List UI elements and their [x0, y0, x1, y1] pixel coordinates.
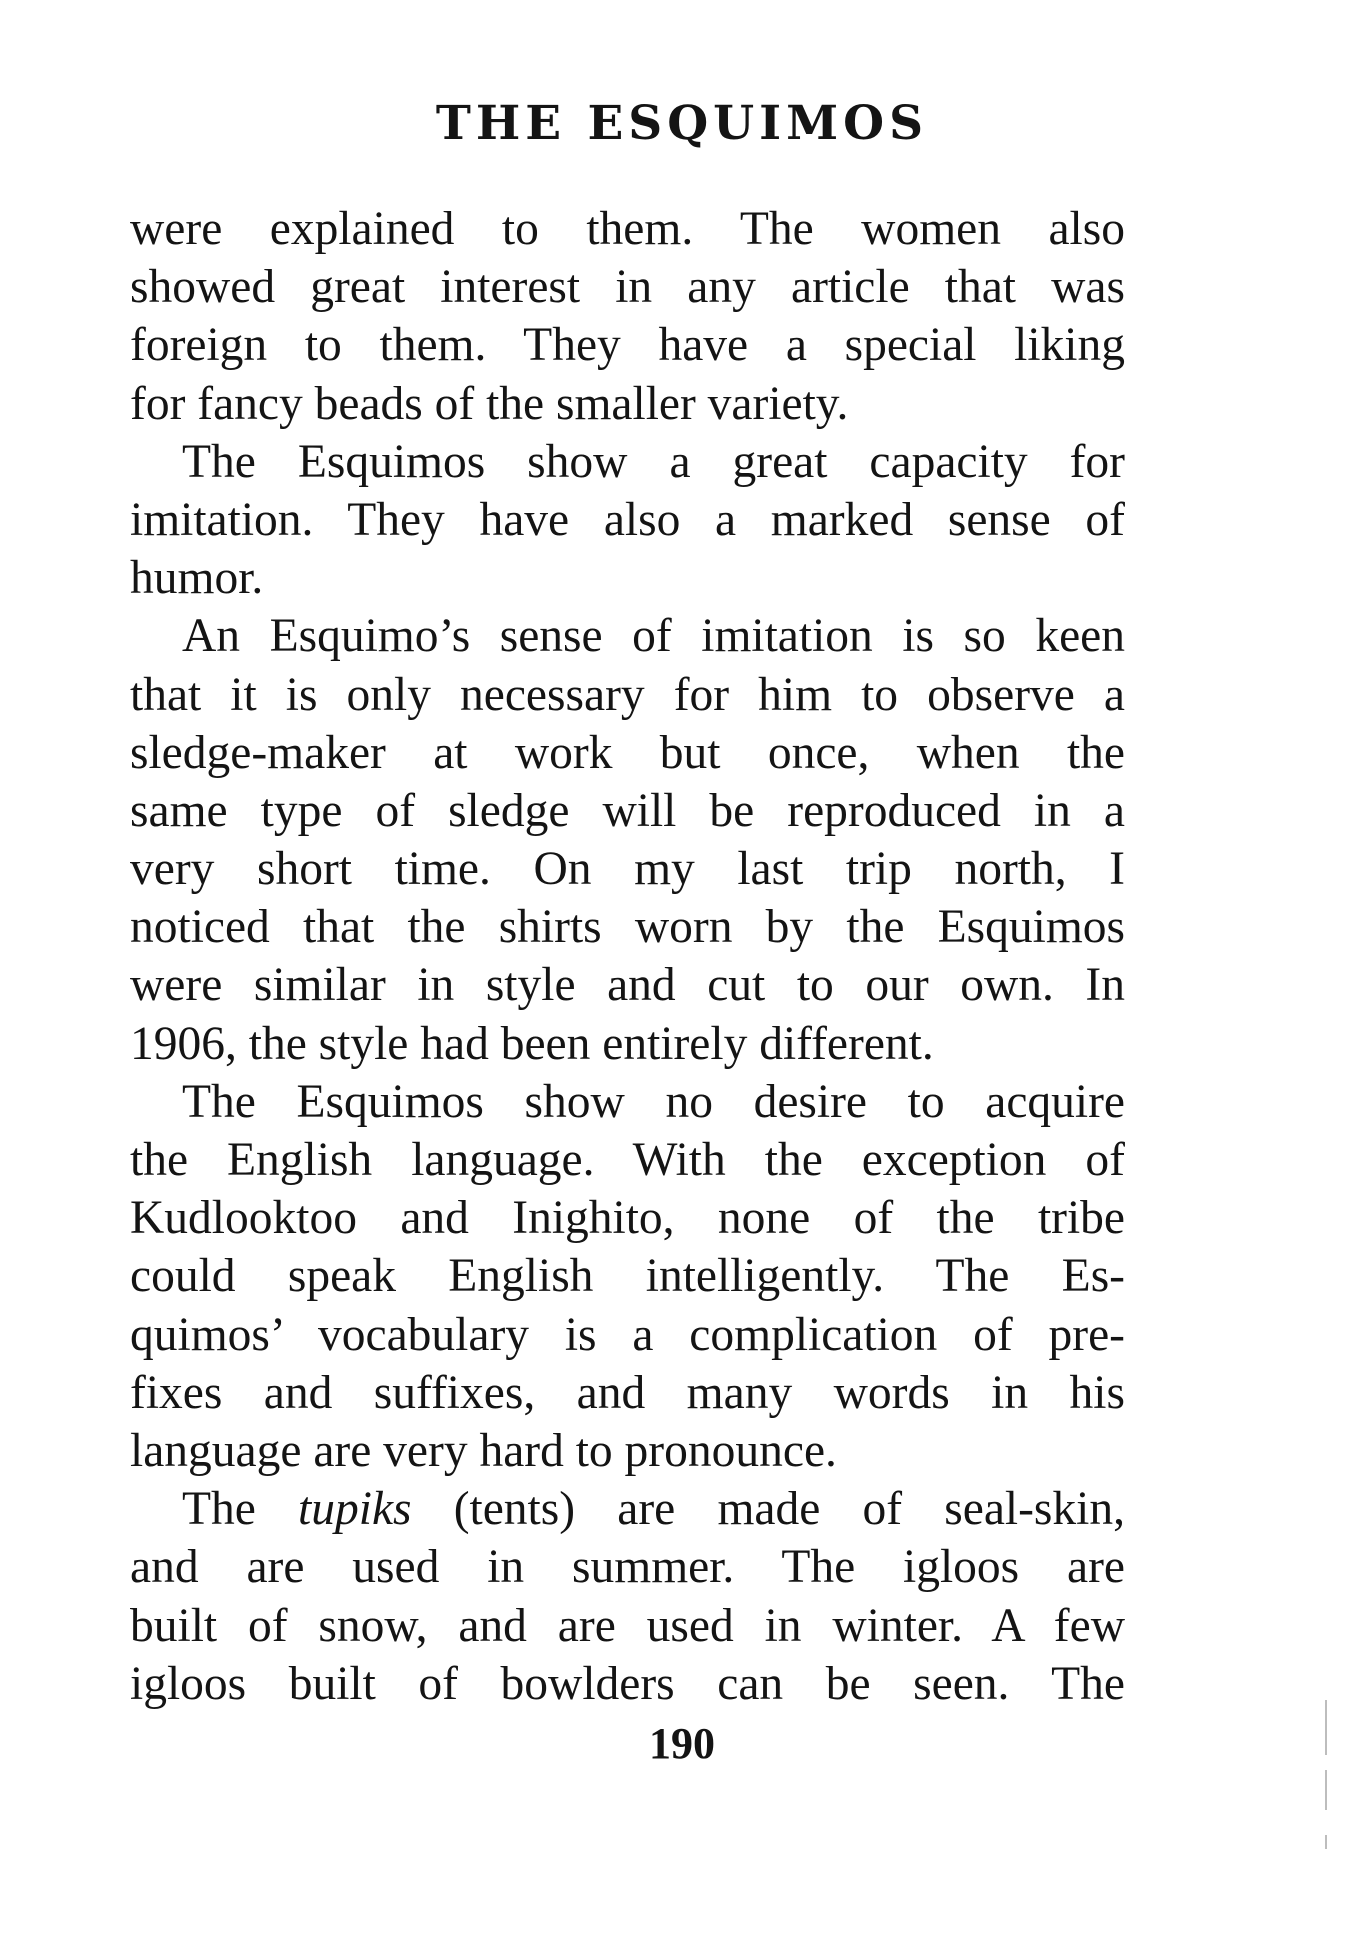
text-line: showed great interest in any article that was	[130, 261, 1125, 314]
paragraph	[130, 433, 1125, 608]
text-line	[130, 1480, 1125, 1538]
text-line: were similar in style and cut to our own. In	[130, 959, 1125, 1012]
text-line: could speak English intelligently. The Es-	[130, 1250, 1125, 1303]
page-number: 190	[649, 1719, 715, 1768]
text-line: very short time. On my last trip north, I	[130, 843, 1125, 896]
text-line: An Esquimo’s sense of imitation is so keen	[182, 610, 1125, 663]
scan-edge-mark	[1325, 1770, 1327, 1810]
scan-edge-mark	[1325, 1835, 1327, 1849]
running-head: THE ESQUIMOS	[435, 96, 929, 151]
text-line: The Esquimos show no desire to acquire	[182, 1075, 1125, 1128]
text-line: built of snow, and are used in winter. A few	[130, 1599, 1125, 1652]
text-line: language are very hard to pronounce.	[130, 1424, 837, 1477]
text-line: humor.	[130, 552, 264, 605]
text-line: that it is only necessary for him to observe a	[130, 668, 1125, 721]
text-line: Kudlooktoo and Inighito, none of the tribe	[130, 1192, 1125, 1245]
italic-term: tupiks	[298, 1483, 412, 1536]
text-line: sledge-maker at work but once, when the	[130, 726, 1125, 779]
text-line: noticed that the shirts worn by the Esquimos	[130, 901, 1125, 954]
paragraph	[130, 1073, 1125, 1480]
text-line: igloos built of bowlders can be seen. The	[130, 1657, 1125, 1710]
text-line: 1906, the style had been entirely different.	[130, 1017, 934, 1070]
text-segment: (tents) are made of seal-skin,	[411, 1483, 1125, 1536]
paragraph	[130, 1480, 1125, 1713]
paragraph	[130, 200, 1125, 433]
text-segment: The	[182, 1483, 299, 1536]
text-line: the English language. With the exception of	[130, 1134, 1125, 1186]
paragraph	[130, 607, 1125, 1073]
scan-edge-mark	[1325, 1700, 1327, 1755]
text-line: fixes and suffixes, and many words in his	[130, 1366, 1125, 1419]
body-text	[130, 200, 1125, 1713]
text-line: same type of sledge will be reproduced in a	[130, 784, 1125, 837]
text-line: The Esquimos show a great capacity for	[182, 435, 1125, 488]
text-line: quimos’ vocabulary is a complication of pre-	[130, 1308, 1125, 1361]
text-line: for fancy beads of the smaller variety.	[130, 377, 849, 430]
text-line: foreign to them. They have a special liking	[130, 319, 1125, 372]
text-line: and are used in summer. The igloos are	[130, 1541, 1125, 1594]
text-line: imitation. They have also a marked sense of	[130, 493, 1125, 546]
text-line: were explained to them. The women also	[130, 203, 1125, 255]
